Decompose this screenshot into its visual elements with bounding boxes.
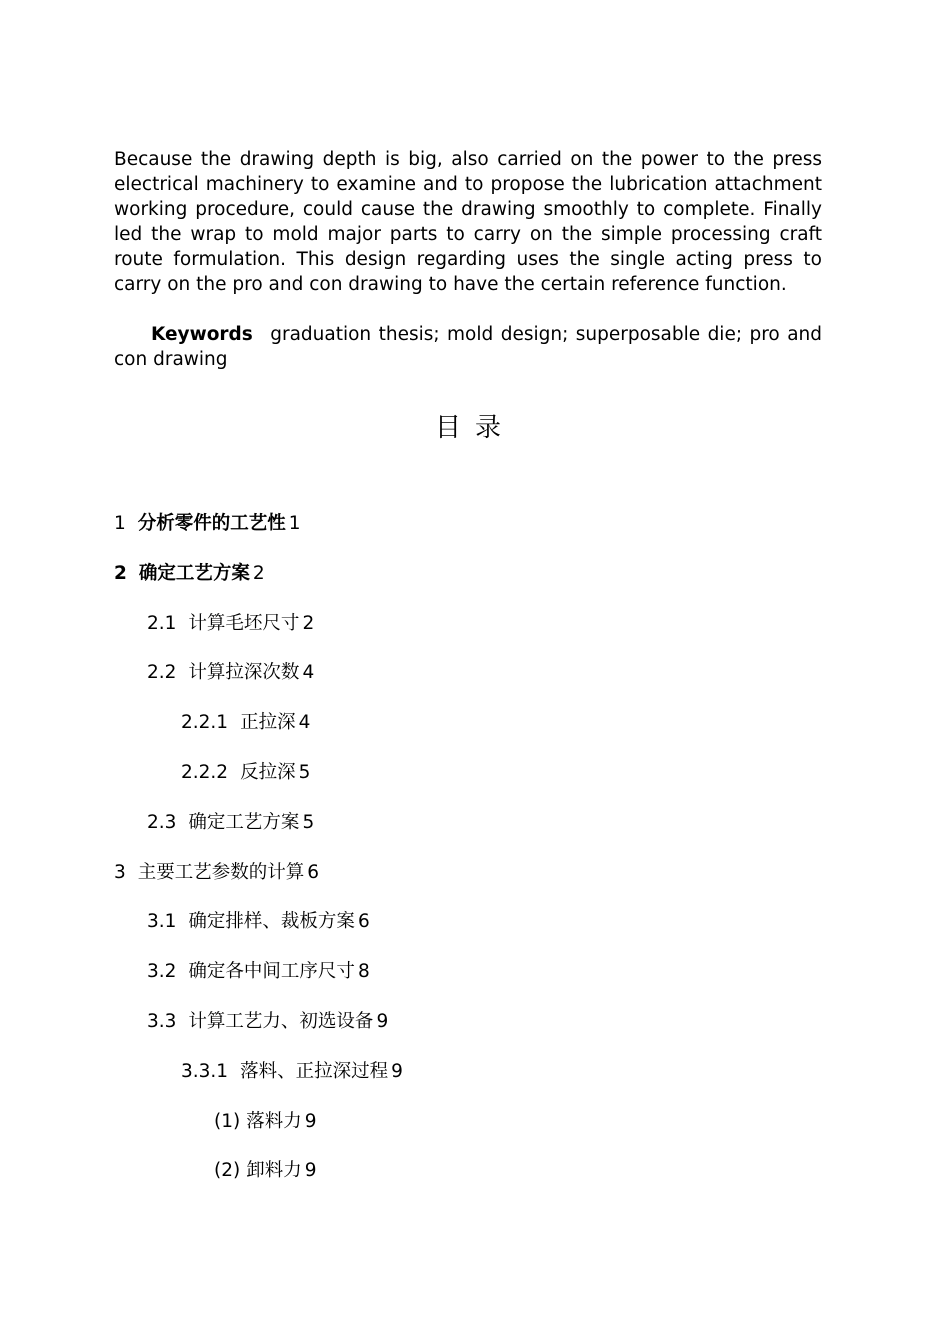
toc-entry-number: 2.2.2 <box>181 761 229 783</box>
toc-entry-number: 3.3 <box>147 1010 177 1032</box>
toc-entry-title: 落料、正拉深过程 <box>240 1060 389 1082</box>
table-of-contents <box>114 511 822 1208</box>
toc-entry-number: (2) <box>214 1160 241 1182</box>
toc-entry-title: 落料力 <box>246 1110 302 1132</box>
toc-entry-title: 确定排样、裁板方案 <box>188 911 355 933</box>
toc-entry-number: 2.1 <box>147 612 177 634</box>
toc-entry-number: 2 <box>114 562 127 584</box>
toc-entry-title: 卸料力 <box>246 1160 302 1182</box>
toc-entry-page: 2 <box>252 562 265 584</box>
toc-entry-number: 3.1 <box>147 911 177 933</box>
toc-entry-number: 2.3 <box>147 811 177 833</box>
toc-entry-title: 确定各中间工序尺寸 <box>188 961 355 983</box>
toc-entry[interactable] <box>114 1059 822 1109</box>
toc-entry[interactable] <box>114 909 822 959</box>
toc-entry-number: 3.2 <box>147 961 177 983</box>
toc-entry[interactable] <box>114 760 822 810</box>
toc-entry-page: 8 <box>357 961 370 983</box>
toc-entry-title: 正拉深 <box>240 712 296 734</box>
toc-entry[interactable] <box>114 959 822 1009</box>
toc-entry[interactable] <box>114 1009 822 1059</box>
keywords-text: graduation thesis; mold design; superposable die; pro and con drawing <box>114 324 822 370</box>
toc-entry[interactable] <box>114 810 822 860</box>
toc-entry-page: 4 <box>298 712 311 734</box>
toc-entry-title: 确定工艺方案 <box>188 811 300 833</box>
toc-entry[interactable] <box>114 561 822 611</box>
toc-entry[interactable] <box>114 710 822 760</box>
toc-entry-number: 1 <box>114 513 126 534</box>
toc-entry[interactable] <box>114 611 822 661</box>
toc-entry-number: 2.2.1 <box>181 712 229 734</box>
toc-entry-page: 9 <box>304 1160 317 1182</box>
toc-entry[interactable] <box>114 660 822 710</box>
toc-entry-title: 反拉深 <box>240 761 296 783</box>
toc-entry-title: 计算拉深次数 <box>188 662 300 684</box>
toc-entry-number: 3 <box>114 861 126 883</box>
toc-entry-page: 9 <box>304 1110 317 1132</box>
toc-entry[interactable] <box>114 511 822 561</box>
toc-entry-page: 1 <box>288 513 301 534</box>
toc-entry[interactable] <box>114 860 822 910</box>
toc-title: 目录 <box>434 413 515 443</box>
toc-entry-title: 计算工艺力、初选设备 <box>188 1010 374 1032</box>
toc-entry-title: 确定工艺方案 <box>138 562 250 584</box>
toc-entry-page: 2 <box>302 612 315 634</box>
toc-entry[interactable] <box>114 1109 822 1159</box>
keywords-line <box>114 322 822 372</box>
toc-entry-page: 6 <box>307 861 320 883</box>
toc-entry-title: 计算毛坯尺寸 <box>188 612 300 634</box>
toc-entry-page: 9 <box>391 1060 403 1082</box>
toc-entry-title: 分析零件的工艺性 <box>137 513 286 534</box>
toc-entry-page: 5 <box>298 761 311 783</box>
toc-entry[interactable] <box>114 1158 822 1208</box>
toc-entry-page: 9 <box>376 1010 389 1032</box>
toc-entry-number: 2.2 <box>147 662 177 684</box>
keywords-label: Keywords <box>151 324 253 345</box>
document-page <box>114 147 822 1208</box>
toc-entry-number: (1) <box>214 1110 241 1132</box>
toc-entry-title: 主要工艺参数的计算 <box>137 861 305 883</box>
toc-entry-number: 3.3.1 <box>181 1060 229 1082</box>
abstract-paragraph: Because the drawing depth is big, also carried on the power to the press electrical machinery to examine and to propose the lubrication attachment working procedure, could cause the drawing smoothly to complete. Finally led the wrap to mold major parts to carry on the simple processing craft route formulation. This design regarding uses the single acting press to carry on the pro and con drawing to have the certain reference function. <box>114 149 822 295</box>
toc-entry-page: 6 <box>357 911 370 933</box>
toc-entry-page: 4 <box>302 662 315 684</box>
toc-entry-page: 5 <box>302 811 315 833</box>
